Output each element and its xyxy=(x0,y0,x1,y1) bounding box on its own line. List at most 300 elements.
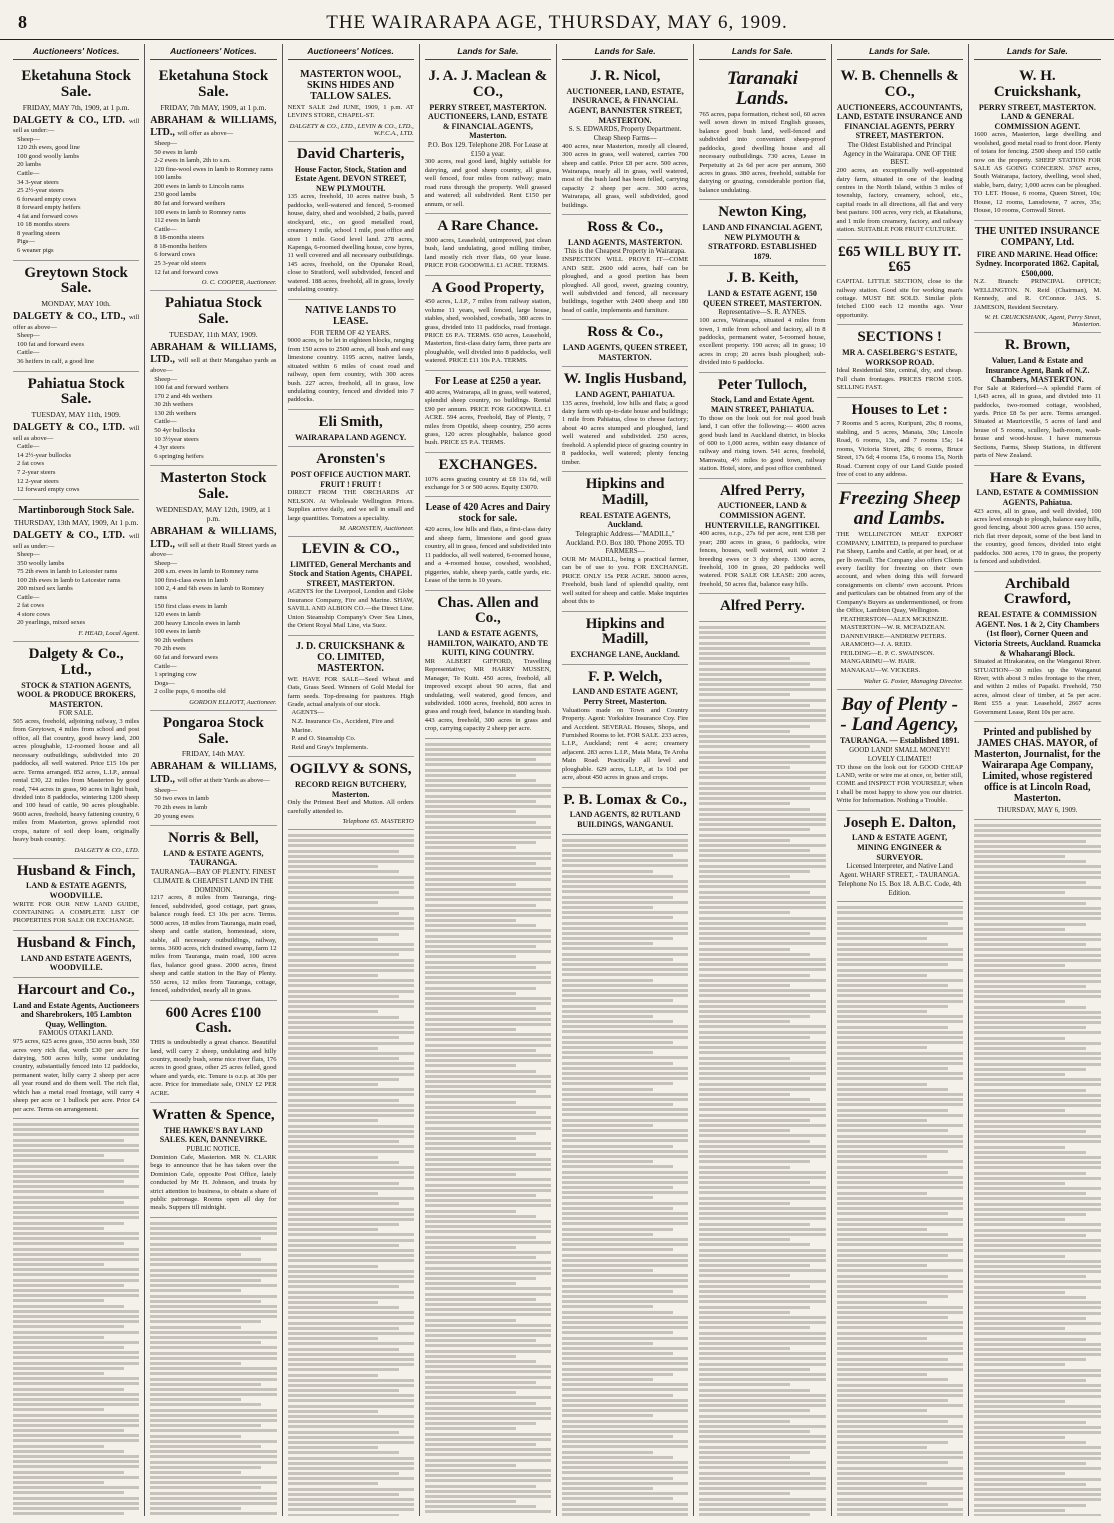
text-line xyxy=(974,824,1101,827)
text-line xyxy=(699,1083,825,1086)
text-line xyxy=(562,1300,688,1303)
text-line xyxy=(837,1020,963,1023)
text-line xyxy=(699,745,810,748)
text-line xyxy=(837,1409,928,1412)
text-line xyxy=(974,1343,1101,1346)
text-line xyxy=(837,984,948,987)
text-line xyxy=(974,1426,1101,1429)
text-line xyxy=(699,885,825,888)
text-line xyxy=(837,917,963,920)
list-item: 75 2th ewes in lamb to Leicester rams xyxy=(17,568,118,576)
text-line xyxy=(837,1166,963,1169)
list-item: Cattle— xyxy=(154,225,177,233)
text-line xyxy=(150,1398,241,1401)
text-line xyxy=(837,1072,963,1075)
text-line xyxy=(13,1154,104,1157)
text-line xyxy=(562,1508,688,1511)
text-line xyxy=(837,1212,948,1215)
text-line xyxy=(699,859,825,862)
advertisement xyxy=(288,447,414,537)
text-line xyxy=(562,984,688,987)
text-line xyxy=(562,1357,688,1360)
advertisement-title: Joseph E. Dalton, xyxy=(843,814,956,831)
advertisement-body xyxy=(699,530,825,589)
text-line xyxy=(425,1106,551,1109)
text-line xyxy=(837,1378,948,1381)
text-line xyxy=(288,1265,379,1268)
text-line xyxy=(425,924,536,927)
text-line xyxy=(699,1446,825,1449)
advertisement-body xyxy=(699,111,825,195)
advertisement xyxy=(974,64,1101,221)
text-line xyxy=(837,1492,963,1495)
text-line xyxy=(837,1358,948,1361)
sale-date: FRIDAY, 14th MAY. xyxy=(181,749,245,759)
advertisement-title: F. P. Welch, xyxy=(588,668,663,685)
body-text: 1076 acres grazing country at £8 11s 6d, will exchange for 3 or 500 acres. Equity £3070. xyxy=(424,475,551,491)
text-line xyxy=(13,1419,139,1422)
body-text: To those on the look out for real good bush land, I can offer the following:— 4600 acres good bush land in Auckland district, in blocks of 600 to 1,000 acres, within easy distance of railway and rising town. 541 acres, freehold, Mamwatu, 4½ miles to good town, railway station. Hotel, store, and post office combined. xyxy=(699,414,826,473)
text-line xyxy=(562,1248,673,1251)
text-line xyxy=(974,948,1101,951)
text-line xyxy=(288,1394,414,1397)
text-line xyxy=(699,1025,825,1028)
section-heading: Lands for Sale. xyxy=(425,44,551,60)
text-line xyxy=(288,1446,379,1449)
advertisement-subtitle: AUCTIONEERS, ACCOUNTANTS, LAND, ESTATE INSURANCE AND FINANCIAL AGENTS, PERRY STREET, MASTERTON. xyxy=(836,102,963,141)
text-line xyxy=(425,1132,536,1135)
text-line xyxy=(425,1464,516,1467)
signature: W. H. CRUICKSHANK, Agent, Perry Street, Masterton. xyxy=(984,314,1101,329)
text-line xyxy=(974,1395,1101,1398)
text-line xyxy=(699,761,825,764)
text-line xyxy=(150,1222,276,1225)
body-text: 400 acres, Wairarapa, all in grass, well watered, splendid sheep country, no buildings. Rental £90 per annum. PRICE FOR GOODWILL £1 ACRE. 594 acres, Freehold, Bay of Plenty, 7 miles from Opotiki, sheep country, 250 acres grass, 120 acres ploughable, balance good bush. PRICE £5 P.A. TERMS. xyxy=(424,388,551,447)
text-line xyxy=(974,1016,1101,1019)
text-line xyxy=(974,990,1101,993)
text-line xyxy=(974,954,1101,957)
text-line xyxy=(13,1232,139,1235)
text-line xyxy=(699,1228,825,1231)
text-line xyxy=(562,839,688,842)
advertisement-body xyxy=(150,894,276,995)
list-item: AGENTS— xyxy=(291,709,325,717)
advertisement-subtitle: House Factor, Stock, Station and Estate Agent. DEVON STREET, NEW PLYMOUTH. xyxy=(294,164,407,193)
text-line xyxy=(288,1218,414,1221)
list-item: 60 fat and forward ewes xyxy=(154,653,218,661)
body-text: 450 acres, L.I.P., 7 miles from railway station, volume 11 years, well fenced, large house, stables, shed, woolshed, cowbails, 380 acres in grass, divided into 11 paddocks, road frontage. PRICE £6 P.A. TERMS. 650 acres, Leasehold, Masterton, first-class dairy farm, three parts are ploughable, well divided into 8 paddocks, well watered. PRICE £11 10s P.A. TERMS. xyxy=(424,298,551,365)
text-line xyxy=(837,1041,963,1044)
advertisement xyxy=(562,665,688,788)
text-line xyxy=(288,860,414,863)
text-line xyxy=(974,1306,1101,1309)
text-line xyxy=(699,1197,825,1200)
text-line xyxy=(699,1000,825,1003)
text-line xyxy=(837,1456,963,1459)
body-text: 300 acres, real good land, highly suitable for dairying, and good sheep country, all grass, well fenced, four miles from railway; main road runs through the property. Well grassed and watered; all subdivided. Rent £150 per annum, or sell. xyxy=(424,158,551,208)
body-text: For Sale at Riderford—A splendid Farm of 1,643 acres, all in grass, and divided into 11 paddocks, two-roomed cottage, woolshed, yards. Price £8 5s per acre. Terms arranged. Situated at Mauriceville, 5 acres of land and house of 5 rooms, scullery, bath-room, wash-house and wood-house. I have numerous Sections, Farms, Sheep Stations, in different parts of New Zealand. xyxy=(973,384,1101,460)
text-line xyxy=(288,1233,414,1236)
text-line xyxy=(837,1026,948,1029)
text-line xyxy=(699,1223,810,1226)
text-line xyxy=(425,888,551,891)
text-line xyxy=(425,909,551,912)
text-line xyxy=(288,1176,414,1179)
text-line xyxy=(425,1485,536,1488)
list-item: 2 fat cows xyxy=(17,460,45,468)
text-line xyxy=(974,1389,1101,1392)
text-line xyxy=(425,1417,551,1420)
text-line xyxy=(562,932,688,935)
text-line xyxy=(425,1324,551,1327)
advertisement-subtitle: LAND AND FINANCIAL AGENT, NEW PLYMOUTH & STRATFORD. ESTABLISHED 1879. xyxy=(702,223,823,261)
text-line xyxy=(699,1440,825,1443)
text-line xyxy=(699,1368,810,1371)
body-text: will offer as above— xyxy=(177,130,234,138)
text-line xyxy=(562,1124,653,1127)
advertisement xyxy=(288,757,414,830)
text-line xyxy=(699,662,810,665)
text-line xyxy=(974,1327,1066,1330)
text-line xyxy=(562,901,688,904)
advertisement xyxy=(562,215,688,320)
text-line xyxy=(837,1145,963,1148)
text-line xyxy=(699,896,825,899)
list-item: 2 fat cows xyxy=(17,602,45,610)
text-line xyxy=(837,948,963,951)
advertisement xyxy=(13,500,139,642)
text-line xyxy=(13,1273,139,1276)
text-line xyxy=(425,758,536,761)
text-line xyxy=(699,1347,790,1350)
text-line xyxy=(974,876,1101,879)
text-line xyxy=(974,1021,1101,1024)
text-line xyxy=(974,907,1101,910)
text-line xyxy=(699,1155,825,1158)
text-line xyxy=(425,1490,551,1493)
advertisement-title: Pahiatua Stock Sale. xyxy=(27,375,125,408)
text-line xyxy=(150,1352,276,1355)
list-item: Pigs— xyxy=(17,238,35,246)
text-line xyxy=(974,1322,1101,1325)
list-item: Cattle— xyxy=(17,443,40,451)
text-line xyxy=(425,976,551,979)
text-line xyxy=(288,1078,399,1081)
text-line xyxy=(562,1477,673,1480)
list-item: 6 forward cows xyxy=(154,251,196,259)
text-line xyxy=(837,1420,948,1423)
advertisement-body xyxy=(150,761,276,787)
text-line xyxy=(562,1181,688,1184)
body-text: 9000 acres, to be let in eighteen blocks, ranging from 150 acres to 2500 acres, all bush and easy limestone country. 1195 acres, native lands, situated within 6 miles of coast road and railway, open fern country, with 300 acres bush. 227 acres, freehold, all in grass, low undulating country, fenced and divided into 7 paddocks. xyxy=(287,337,414,404)
text-line xyxy=(699,1290,825,1293)
list-item: 50 two ewes in lamb xyxy=(154,795,209,803)
text-line xyxy=(974,923,1086,926)
text-line xyxy=(150,1362,241,1365)
text-line xyxy=(699,1150,825,1153)
text-line xyxy=(699,1077,810,1080)
advertisement xyxy=(837,484,963,689)
text-line xyxy=(699,714,825,717)
advertisement xyxy=(150,64,276,291)
advertisement-body xyxy=(13,115,139,136)
text-line xyxy=(562,994,688,997)
text-line xyxy=(837,1285,963,1288)
text-line xyxy=(837,1155,928,1158)
text-line xyxy=(425,841,536,844)
text-line xyxy=(974,1462,1086,1465)
text-line xyxy=(562,844,688,847)
text-line xyxy=(288,1135,414,1138)
text-line xyxy=(150,1341,261,1344)
text-line xyxy=(150,1378,276,1381)
text-line xyxy=(288,1493,399,1496)
text-line xyxy=(13,1190,104,1193)
text-line xyxy=(425,779,536,782)
body-text: INSPECTION WILL PROVE IT—COME AND SEE. 2600 odd acres, half can be ploughed, and a good portion has been ploughed. All good, sweet, grazing country, well subdivided and fenced, all necessary buildings, together with 2400 sheep and 180 head of cattle, implements and furniture. xyxy=(562,256,689,314)
text-line xyxy=(288,1119,379,1122)
body-text: Dominion Cafe, Masterton. MR N. CLARK begs to announce that he has taken over the Dominion Cafe, opposite Post Office, lately conducted by Mr H. Johnson, and trusts by strict attention to business, to obtain a share of public patronage. Rooms open all day for meals. Suppers till midnight. xyxy=(150,1153,277,1212)
text-line xyxy=(13,1341,139,1344)
text-line xyxy=(562,1067,688,1070)
text-line xyxy=(150,1315,276,1318)
newspaper-title: THE WAIRARAPA AGE, THURSDAY, MAY 6, 1909. xyxy=(326,12,788,33)
text-line xyxy=(425,971,551,974)
text-line xyxy=(974,1109,1066,1112)
text-line xyxy=(13,1486,139,1489)
text-line xyxy=(425,1044,551,1047)
text-line xyxy=(150,1331,276,1334)
text-line xyxy=(974,1208,1101,1211)
text-line xyxy=(974,1509,1066,1512)
stock-list xyxy=(837,616,963,676)
advertisement-title: R. Brown, xyxy=(1004,337,1070,354)
advertisement-body xyxy=(13,530,139,551)
text-line xyxy=(699,636,825,639)
text-line xyxy=(425,1402,536,1405)
text-line xyxy=(837,1259,963,1262)
text-line xyxy=(974,1400,1066,1403)
text-line xyxy=(150,1336,276,1339)
text-line xyxy=(425,1127,551,1130)
text-line xyxy=(562,1155,688,1158)
text-line xyxy=(699,1134,825,1137)
text-line xyxy=(974,871,1101,874)
advertisement-title: Martinborough Stock Sale. xyxy=(18,504,134,516)
text-line xyxy=(699,1015,810,1018)
advertisement-body xyxy=(837,167,963,235)
text-line xyxy=(425,1365,551,1368)
text-line xyxy=(562,1321,688,1324)
advertisement-body xyxy=(425,389,551,448)
text-line xyxy=(974,1301,1101,1304)
advertisement-note: PUBLIC NOTICE. xyxy=(186,1145,241,1154)
text-line xyxy=(699,839,790,842)
text-line xyxy=(562,1186,673,1189)
text-line xyxy=(288,948,414,951)
advertisement-title: Peter Tulloch, xyxy=(717,376,807,393)
text-line xyxy=(425,1215,536,1218)
text-line xyxy=(837,1067,948,1070)
advertisement xyxy=(974,572,1101,723)
text-line xyxy=(13,1429,124,1432)
text-line xyxy=(288,855,414,858)
text-line xyxy=(562,1217,688,1220)
text-line xyxy=(288,938,379,941)
text-line xyxy=(425,1080,551,1083)
text-line xyxy=(699,1264,810,1267)
list-item: 2-2 ewes in lamb, 2th to s.m. xyxy=(154,157,231,165)
text-line xyxy=(974,902,1086,905)
text-line xyxy=(13,1497,139,1500)
text-line xyxy=(13,1388,124,1391)
list-item: 70 2th ewes xyxy=(154,645,186,653)
advertisement-title: Ross & Co., xyxy=(587,324,664,341)
list-item: MANAKAU—W. VICKERS. xyxy=(840,667,921,674)
list-item: Cattle— xyxy=(154,418,177,426)
text-line xyxy=(837,1052,963,1055)
signature: F. HEAD, Local Agent. xyxy=(78,630,140,637)
text-line xyxy=(974,1026,1086,1029)
text-line xyxy=(837,1404,963,1407)
text-line xyxy=(974,964,1066,967)
text-line xyxy=(288,1280,414,1283)
text-line xyxy=(699,1067,825,1070)
text-line xyxy=(288,1187,414,1190)
advertisement-body xyxy=(150,115,276,141)
list-item: 100 ewes in lamb to Romney rams xyxy=(154,208,246,216)
text-line xyxy=(974,1472,1066,1475)
text-line xyxy=(425,1168,551,1171)
text-line xyxy=(699,1425,825,1428)
list-item: 20 lambs xyxy=(17,161,41,169)
text-line xyxy=(699,1124,825,1127)
text-line xyxy=(425,961,551,964)
text-line xyxy=(13,1439,139,1442)
text-line xyxy=(562,859,688,862)
text-line xyxy=(699,647,825,650)
advertisement-subtitle: THE HAWKE'S BAY LAND SALES. KEN, DANNEVIRKE. xyxy=(159,1125,268,1145)
text-line xyxy=(288,1197,414,1200)
text-line xyxy=(425,836,551,839)
text-line xyxy=(13,1346,124,1349)
text-line xyxy=(699,1378,825,1381)
text-line xyxy=(150,1248,276,1251)
text-line xyxy=(562,1420,688,1423)
stock-list xyxy=(150,787,276,821)
list-item: 20 yearlings, mixed sexes xyxy=(17,619,86,627)
text-line xyxy=(974,928,1066,931)
text-line xyxy=(562,1440,688,1443)
text-line xyxy=(699,1337,825,1340)
text-line xyxy=(562,1233,653,1236)
body-text: Situated at Hirakaratea, on the Wanganui River. SITUATION—30 miles up the Wanganui River, with about 3 miles frontage to the river, and within 2 miles of Papaiki. Freehold, 750 acres, almost clear of timber, at 5s per acre. Rent £55 a year. Leasehold, 2667 acres Government Lease, Rent 10s per acre. xyxy=(973,658,1101,716)
text-line xyxy=(974,1296,1086,1299)
text-line xyxy=(150,1450,276,1453)
column-6 xyxy=(694,44,831,1516)
advertisement-subtitle: Land and Estate Agents, Auctioneers and Sharebrokers, 105 Lambton Quay, Wellington. xyxy=(13,1000,140,1029)
text-line xyxy=(699,1451,810,1454)
text-line xyxy=(837,1306,963,1309)
text-line xyxy=(974,1332,1101,1335)
advertisement-subtitle: LAND AGENTS, 82 RUTLAND BUILDINGS, WANGANUI. xyxy=(569,810,681,829)
text-line xyxy=(974,1146,1066,1149)
advertisement xyxy=(288,142,414,300)
text-line xyxy=(837,1441,948,1444)
text-line xyxy=(837,1352,963,1355)
text-line xyxy=(974,1446,1101,1449)
advertisement xyxy=(150,291,276,466)
text-line xyxy=(288,1441,414,1444)
text-line xyxy=(13,1133,139,1136)
text-line xyxy=(150,1461,276,1464)
column-5 xyxy=(557,44,694,1516)
text-line xyxy=(288,865,379,868)
advertiser-name: DALGETY & CO., LTD. xyxy=(13,422,129,434)
advertisement-body xyxy=(13,1038,139,1114)
text-line xyxy=(150,1284,276,1287)
advertisement xyxy=(425,64,551,214)
text-line xyxy=(150,1393,276,1396)
text-line xyxy=(699,1430,810,1433)
text-line xyxy=(288,1270,414,1273)
text-line xyxy=(150,1455,276,1458)
text-line xyxy=(974,1436,1066,1439)
text-line xyxy=(974,1415,1101,1418)
text-line xyxy=(837,1223,963,1226)
text-line xyxy=(699,1357,825,1360)
advertisement-body xyxy=(425,158,551,209)
text-line xyxy=(425,1443,536,1446)
text-line xyxy=(425,1319,516,1322)
text-line xyxy=(562,1015,653,1018)
text-line xyxy=(425,1474,551,1477)
column-4 xyxy=(420,44,557,1516)
advertisement-note: FAMOUS OTAKI LAND. xyxy=(38,1029,114,1038)
text-line xyxy=(974,1104,1101,1107)
list-item: 100 2th ewes in lamb to Leicester rams xyxy=(17,576,121,584)
text-line xyxy=(425,1251,551,1254)
list-item: FEATHERSTON—ALEX MCKENZIE. xyxy=(840,615,949,623)
text-line xyxy=(562,1051,653,1054)
text-line xyxy=(425,1070,536,1073)
text-line xyxy=(150,1481,276,1484)
text-line xyxy=(150,1289,241,1292)
text-line xyxy=(288,1109,414,1112)
text-line xyxy=(562,1056,688,1059)
text-line xyxy=(425,904,536,907)
text-line xyxy=(13,1398,139,1401)
text-line xyxy=(699,1140,810,1143)
body-text: 400 acres, near Masterton, mostly all cleared, 300 acres in grass, well watered, carries 700 sheep and cattle. Price £8 per acre. 500 acres, Wairarapa, nearly all in grass, well watered, most of the bush land has been felled, carrying capacity 2 sheep per acre. 300 acres, Wairarapa, all grass, well subdivided, good buildings. xyxy=(562,142,689,209)
text-line xyxy=(974,1270,1101,1273)
text-line xyxy=(562,1202,688,1205)
text-line xyxy=(562,1103,673,1106)
text-line xyxy=(425,1184,551,1187)
advertisement xyxy=(562,612,688,665)
text-line xyxy=(425,1236,536,1239)
advertisement-subtitle: RECORD REIGN BUTCHERY, Masterton. xyxy=(295,779,407,799)
text-line xyxy=(288,1436,414,1439)
text-line xyxy=(974,1405,1101,1408)
text-line xyxy=(974,1063,1101,1066)
advertisement-title: MASTERTON WOOL, SKINS HIDES AND TALLOW SALES. xyxy=(300,69,402,102)
text-line xyxy=(974,1172,1086,1175)
list-item: 12 2-year steers xyxy=(17,477,59,485)
text-line xyxy=(150,1476,276,1479)
text-line xyxy=(13,1128,139,1131)
list-item: 100 first-class ewes in lamb xyxy=(154,576,228,584)
